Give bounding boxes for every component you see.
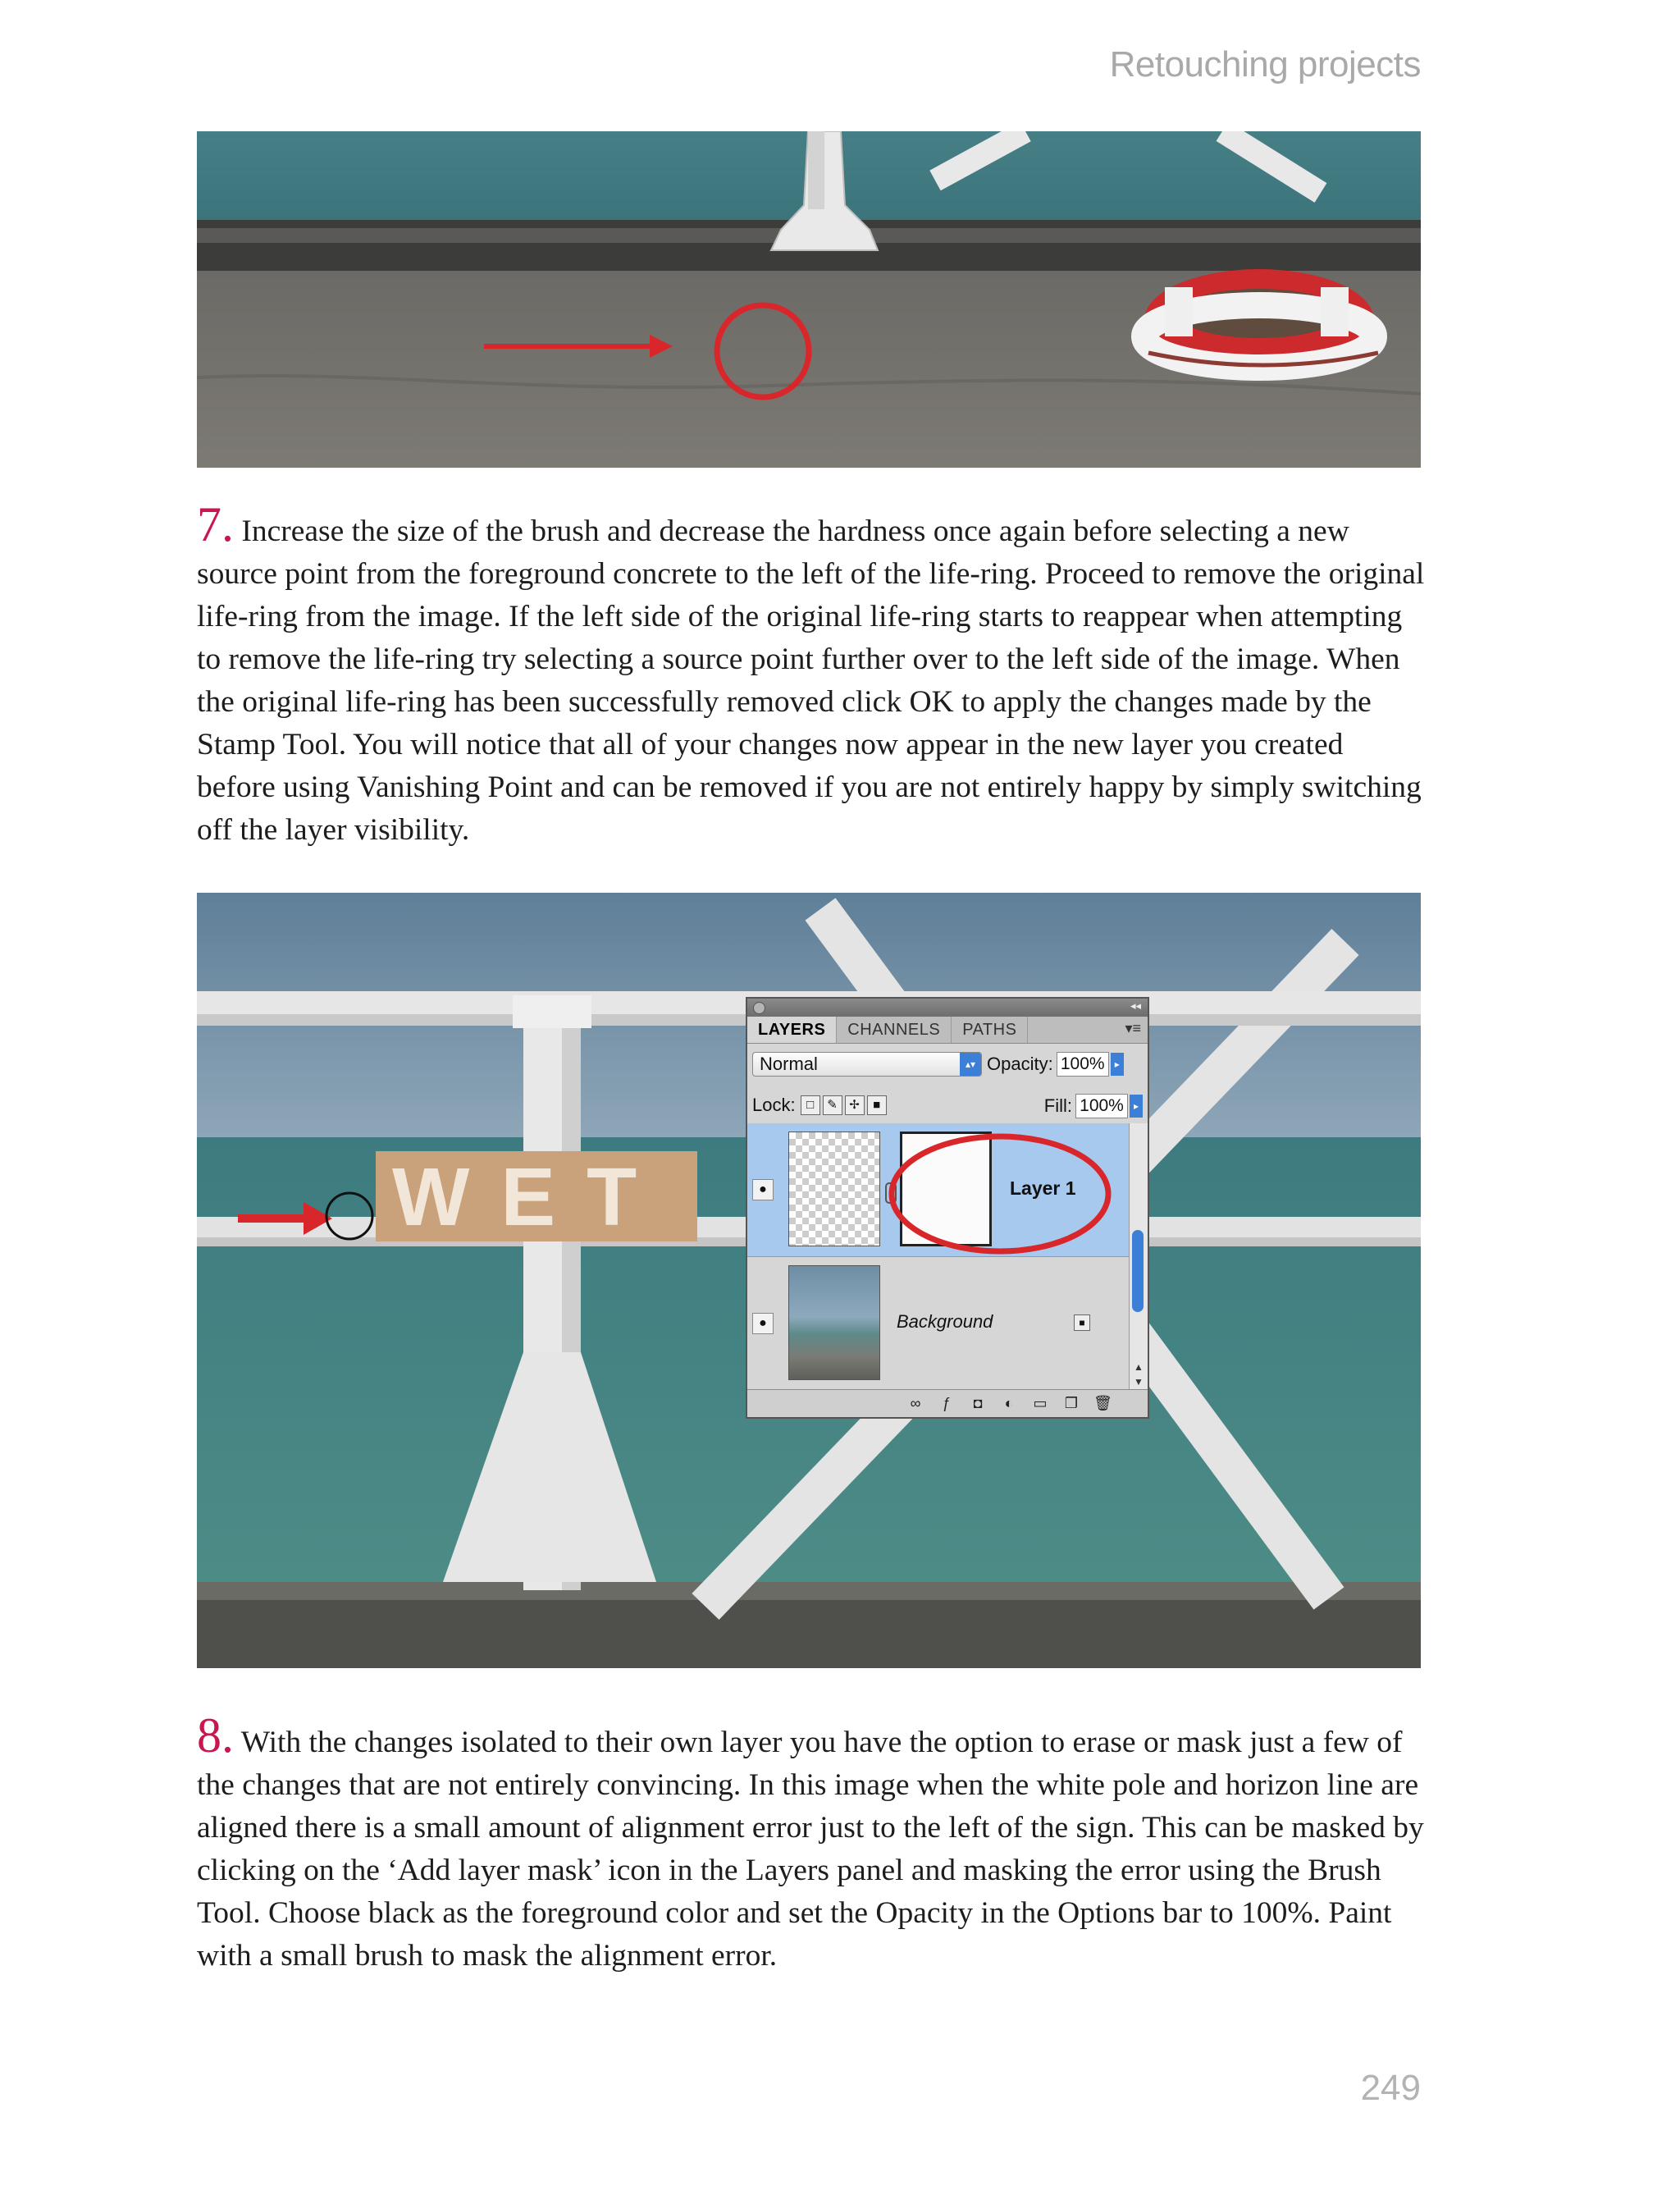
layer-row-layer-1[interactable]	[747, 1123, 1131, 1257]
close-icon[interactable]	[753, 1002, 765, 1014]
eye-icon[interactable]: ●	[752, 1179, 774, 1200]
collapse-icon[interactable]: ◂◂	[1130, 999, 1141, 1012]
layer-name: Layer 1	[1010, 1177, 1076, 1199]
layer-thumbnail	[788, 1132, 880, 1246]
fx-icon[interactable]: ƒ	[942, 1395, 951, 1411]
scrollbar-thumb[interactable]	[1132, 1230, 1144, 1312]
tab-channels[interactable]: CHANNELS	[837, 1017, 952, 1043]
lock-image-icon[interactable]: ✎	[823, 1095, 842, 1115]
panel-footer	[747, 1389, 1148, 1417]
blend-mode-select[interactable]	[752, 1052, 982, 1077]
blend-row	[747, 1044, 1148, 1085]
adjustment-layer-icon[interactable]: ◐	[1004, 1395, 1014, 1411]
layers-list	[747, 1123, 1131, 1391]
fill-label: Fill:	[1043, 1095, 1072, 1116]
step-7-text: Increase the size of the brush and decrease the hardness once again before selecting a new source point from the foreground concrete to the left of the life-ring. Proceed to remove the original life-ring from the image. If the left side of the original life-ring starts to reappear when attempting to remove the life-ring try selecting a source point further over to the left side of the image. When the original life-ring has been successfully removed click OK to apply the changes made by the Stamp Tool. You will notice that all of your changes now appear in the new layer you created before using Vanishing Point and can be removed if you are not entirely happy by simply switching off the layer visibility.	[197, 514, 1425, 847]
new-layer-icon[interactable]: ❐	[1064, 1395, 1079, 1411]
step-8-text: With the changes isolated to their own layer you have the option to erase or mask just a few of the changes that are not entirely convincing. In this image when the white pole and horizon line are aligned there is a small amount of alignment error just to the left of the sign. This can be masked by clicking on the ‘Add layer mask’ icon in the Layers panel and masking the error using the Brush Tool. Choose black as the foreground color and set the Opacity in the Options bar to 100%. Paint with a small brush to mask the alignment error.	[197, 1726, 1424, 1973]
background-thumbnail	[788, 1265, 880, 1380]
lock-transparent-icon[interactable]: □	[801, 1095, 820, 1115]
panel-titlebar	[747, 999, 1148, 1017]
blend-mode-value: Normal	[760, 1054, 818, 1074]
opacity-field[interactable]: 100%	[1057, 1052, 1109, 1077]
lock-buttons	[801, 1095, 887, 1115]
fill-field[interactable]: 100%	[1075, 1094, 1128, 1118]
layers-panel	[746, 997, 1149, 1419]
fill-control	[1044, 1094, 1143, 1118]
layer-name: Background	[897, 1311, 993, 1332]
lock-row	[747, 1085, 1148, 1126]
lock-label: Lock:	[752, 1095, 796, 1115]
eye-icon[interactable]: ●	[752, 1313, 774, 1334]
running-head: Retouching projects	[1109, 44, 1421, 85]
scroll-down-icon[interactable]: ▼	[1134, 1376, 1144, 1388]
lock-position-icon[interactable]: ✢	[845, 1095, 865, 1115]
fill-slider-icon[interactable]: ▸	[1130, 1095, 1143, 1118]
panel-tabs	[747, 1017, 1148, 1044]
opacity-label: Opacity:	[987, 1054, 1053, 1074]
lock-icon: ■	[1074, 1314, 1090, 1331]
red-circle-annotation	[885, 1128, 1115, 1256]
opacity-slider-icon[interactable]: ▸	[1111, 1053, 1124, 1076]
scroll-up-icon[interactable]: ▲	[1134, 1361, 1144, 1373]
add-layer-mask-icon[interactable]: ◘	[973, 1395, 983, 1411]
layer-row-background[interactable]	[747, 1257, 1131, 1391]
tab-layers[interactable]: LAYERS	[747, 1017, 837, 1043]
sign-text: WET	[392, 1151, 669, 1243]
lock-all-icon[interactable]: ■	[867, 1095, 887, 1115]
life-ring-photo	[197, 131, 1421, 468]
new-group-icon[interactable]: ▭	[1033, 1395, 1048, 1411]
trash-icon[interactable]: 🗑	[1093, 1395, 1112, 1411]
step-8-number: 8.	[197, 1708, 234, 1763]
link-layers-icon[interactable]: ∞	[910, 1395, 921, 1411]
tab-paths[interactable]: PATHS	[952, 1017, 1028, 1043]
page-number: 249	[1360, 2068, 1421, 2108]
panel-menu-icon[interactable]: ▾≡	[1125, 1020, 1141, 1036]
figure-life-ring	[197, 131, 1421, 468]
figure-wet-sign	[197, 893, 1421, 1668]
step-7-number: 7.	[197, 497, 234, 551]
layers-scrollbar[interactable]	[1129, 1123, 1148, 1391]
step-8-paragraph	[197, 1708, 1427, 1977]
select-arrows-icon[interactable]: ▴▾	[960, 1053, 981, 1076]
step-7-paragraph	[197, 497, 1427, 852]
